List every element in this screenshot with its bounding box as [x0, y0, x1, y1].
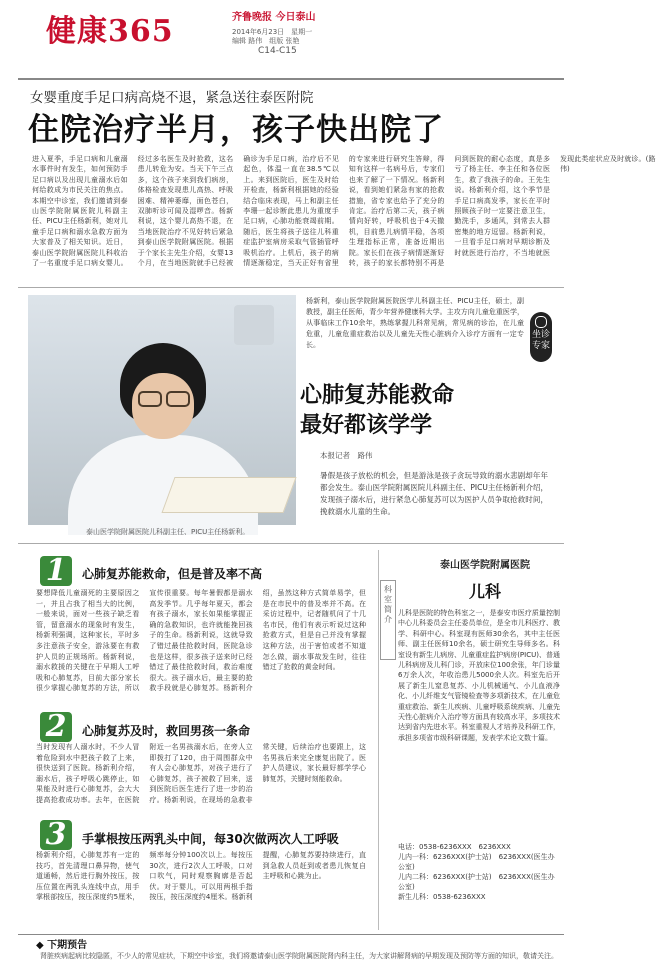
feature-title — [300, 380, 454, 440]
preview-divider — [18, 934, 564, 935]
expert-bio: 杨新利，泰山医学院附属医院医学儿科副主任、PICU主任，硕士，副教授，副主任医师，青少年营养健康科大学。主攻方向儿童危重医学，从事临床工作10余年，熟练掌握儿科常见病，常见病的诊治，在儿童危重，儿童危重症救治以及儿童先天性心脏病介入诊疗方面有一定专长。 — [306, 297, 524, 349]
section-body-1: 要想降低儿童溺死的主要原因之一，并且占我了相当大的比例，一般来说，面对一些孩子缺乏看管，留意溺水的现象时有发生，杨新利强调，这种家长，平时多多注意孩子安全，游泳要在有救护人员的正规场所。杨新利说，溺水救援的关键在于早期人工呼吸和心肺复苏，目前大部分家长很少掌握心肺复苏的方法，所以宣传很重要。每年暑假都是溺水高发季节。几乎每年夏天，都会有孩子溺水，家长如果能掌握正确的急救知识，也许就能挽回孩子的生命。杨新利说，这就导致了错过最佳抢救时间，医院急诊也是这样，很多孩子送来时已经错过了最佳抢救时间，救治难度很大。孩子溺水后，最主要的抢救手段就是心肺复苏。杨新利介绍，虽然这种方式简单易学，但是在市民中的普及率并不高。在采访过程中，记者随机问了十几名市民，他们有表示听说过这种抢救方式，但是自己并没有掌握这种方法，出于害怕或者不知道怎么做，溺水事故发生时，往往错过了抢救的黄金时间。 — [36, 589, 366, 693]
lead-article-body: 进入夏季，手足口病和儿童溺水事件时有发生，如何预防手足口病以及出现儿童溺水后如何给救成为市民关注的焦点。本期空中诊室，我们邀请到泰山医学院附属医院儿科副主任、PICU主任杨新利，她对儿童手足口病和溺水急救方面为大家普及了相关知识。近日，泰山医学院附属医院儿科收治了一名重度手足口病女婴儿。经过多名医生及时抢救，这名患儿转危为安。当天下午三点多，这个孩子来到我们病房，体格检查发现患儿高热、呼吸困难、精神萎靡，面色苍白，双肺听诊可闻及湿啰音。杨新利说，这个婴儿高热不退，在当地医院治疗不见好转后紧急到泰山医学院附属医院。根据于个家长主先生介绍，女婴13个月，在当地医院就手已经被确诊为手足口病，治疗后不见起色，体温一直在38.5℃以上。来到医院后，医生及时给开检查，杨新利根据她的经验结合临床表现，马上和副主任李珊一起诊断此患儿为重度手足口病，心肺功能衰竭前期。随后，医生将孩子送往儿科重症监护室病房采取气管插管呼吸机治疗。上机后，孩子的病情逐渐稳定，当天正好有省里的专家来进行研究生答辩，得知有这样一名病号后，专家们也来了解了一下情况。杨新利说，看到她们紧急有家的抢救措施，省专家也给予了充分的肯定。治疗后第二天，孩子病情向好转，呼吸机也于4天撤机，目前患儿病情平稳，各项生理指标正常，准备近期出院。家长们在孩子病情逐渐好转，孩子的家长都特别不再是问到医院的耐心态度，真是多亏了杨主任、李主任和各位医生，救了我孩子的命。王先生说。杨新利介绍，这个季节是手足口病高发季，家长在平时照顾孩子时一定要注意卫生，勤洗手，多通风，到常去人群密集的地方逗留。杨新利说，一旦看手足口病对早期诊断及时就医进行治疗，不当地就医发现此类症状应及时就诊。(路伟) — [32, 155, 656, 268]
newspaper-name: 齐鲁晚报 今日泰山 — [232, 12, 316, 23]
lead-kicker: 女婴重度手足口病高烧不退，紧急送往泰医附院 — [30, 90, 314, 106]
section-number-2: 2 — [40, 712, 72, 742]
sidebar-tab: 科室简介 — [380, 580, 396, 660]
feature-title-line-1: 心肺复苏能救命 — [300, 382, 455, 408]
contact-line: 儿内一科：6236XXX(护士站) 6236XXX(医生办公室) — [398, 853, 555, 871]
preview-title: ◆ 下期预告 — [36, 940, 88, 951]
preview-text: 肾脏疾病起病比较隐匿，不少人的常见症状，下期空中诊室，我们将邀请泰山医学院附属医院肾内科主任，为大家讲解肾病的早期发现及预防等方面的知识，敬请关注。 — [40, 952, 558, 960]
section-number-3: 3 — [40, 820, 72, 850]
doctor-photo — [28, 295, 296, 525]
lead-headline: 住院治疗半月，孩子快出院了 — [28, 112, 444, 148]
preview-title-text: 下期预告 — [47, 940, 88, 951]
issue-date: 2014年6月23日 星期一 — [232, 28, 313, 36]
tag-line-1: 坐诊 — [531, 330, 550, 340]
sidebar-divider — [378, 550, 379, 930]
issue-info — [232, 28, 352, 46]
sidebar-header — [410, 556, 560, 602]
department-name: 儿科 — [468, 582, 501, 601]
byline: 本报记者 路伟 — [320, 451, 373, 460]
section-number-1: 1 — [40, 556, 72, 586]
contact-line: 儿内二科：6236XXX(护士站) 6236XXX(医生办公室) — [398, 873, 555, 891]
section-title-1: 心肺复苏能救命，但是普及率不高 — [82, 567, 263, 581]
contact-line: 新生儿科：0538-6236XXX — [398, 893, 486, 901]
hospital-name: 泰山医学院附属医院 — [440, 560, 530, 571]
section-body-3: 杨新利介绍，心肺复苏有一定的技巧，首先清理口鼻异物，使气道通畅，然后进行胸外按压，按压位置在两乳头连线中点，用手掌根部按压，按压深度约5厘米，频率每分钟100次以上。每按压30次，进行2次人工呼吸，口对口吹气，同时观察胸廓是否起伏。对于婴儿，可以用两根手指按压，按压深度约4厘米。杨新利提醒，心肺复苏要持续进行，直到急救人员赶到或者患儿恢复自主呼吸和心跳为止。 — [36, 851, 366, 902]
section-title-2: 心肺复苏及时，救回男孩一条命 — [82, 724, 251, 738]
tag-line-2: 专家 — [531, 341, 550, 351]
feature-lede: 暑假是孩子放松的机会，但是游泳是孩子贪玩导致的溺水悲剧却年年都会发生。泰山医学院附属医院儿科副主任、PICU主任杨新利介绍，发现孩子溺水后，进行紧急心肺复苏可以为医护人员争取抢救时间，挽救溺水儿童的生命。 — [320, 471, 548, 516]
issue-editors: 编辑 路伟 组版 张艳 — [232, 37, 300, 45]
background-lamp — [234, 305, 274, 345]
department-intro: 儿科是医院的特色科室之一，是泰安市医疗质量控制中心儿科委员会主任委员单位，是全市儿科医疗、教学、科研中心。科室现有医师30余名，其中主任医师、副主任医师10余名，硕士研究生导师多名。科室设有新生儿病房、儿童重症监护病房(PICU)、普通儿科病房及儿科门诊，开放床位100余张，年门诊量6万余人次，年收治患儿5000余人次。科室先后开展了新生儿窒息复苏、小儿机械通气、小儿血液净化、小儿纤维支气管镜检查等多项新技术，在儿童危重症救治、新生儿疾病、儿童呼吸系统疾病、儿童先天性心脏病介入治疗等方面具有较高水平，多项技术达到省内先进水平。科室重视人才培养及科研工作，承担多项省市级科研课题，发表学术论文数十篇。 — [398, 609, 560, 742]
open-book — [161, 477, 296, 513]
glasses-left-lens — [138, 391, 162, 407]
contact-list — [398, 842, 560, 902]
tag-dot-icon — [535, 316, 547, 328]
section-body-2: 当时发现有人溺水时，不少人冒着危险到水中把孩子救了上来，很快送到了医院。杨新利介绍，溺水后，孩子呼吸心跳停止，如果能及时进行心肺复苏，会大大提高抢救成功率。去年，在医院附近一名男孩溺水后，在旁人立即拨打了120，由于周围群众中有人会心肺复苏，对孩子进行了心肺复苏，孩子被救了回来，送到医院后医生进行了进一步的治疗。杨新利说，在现场的急救非常关键，后续治疗也要跟上，这名男孩后来完全康复出院了。医护人员建议，家长最好都学学心肺复苏，关键时刻能救命。 — [36, 743, 366, 804]
brand-logo: 健康365 — [46, 14, 174, 49]
contact-line: 电话：0538-6236XXX 6236XXX — [398, 843, 511, 851]
expert-tag — [530, 312, 552, 362]
section-divider — [18, 543, 564, 544]
top-divider — [18, 78, 564, 80]
page-numbers: C14-C15 — [258, 46, 297, 56]
section-divider — [18, 287, 564, 288]
section-title-3: 手掌根按压两乳头中间，每30次做两次人工呼吸 — [82, 832, 339, 846]
glasses-right-lens — [166, 391, 190, 407]
photo-caption: 泰山医学院附属医院儿科副主任、PICU主任杨新利。 — [86, 528, 250, 536]
feature-title-line-2: 最好都该学学 — [300, 412, 433, 438]
